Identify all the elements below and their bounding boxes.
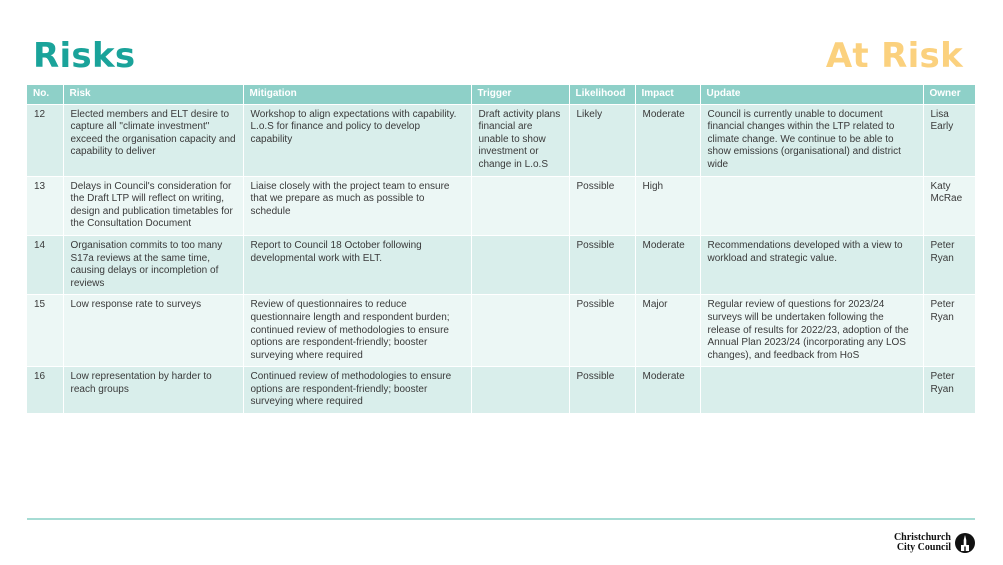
cell-no: 13 <box>27 176 63 235</box>
table-header-row <box>27 85 975 104</box>
cell-owner: Peter Ryan <box>923 295 975 367</box>
page-title: Risks <box>33 36 136 76</box>
cell-update: Regular review of questions for 2023/24 surveys will be undertaken following the release of results for 2022/23, adoption of the Annual Plan 2023/24 (incorporating any LOS changes), and feedback from HoS <box>700 295 923 367</box>
column-header-mitigation: Mitigation <box>243 85 471 104</box>
cell-no: 12 <box>27 104 63 176</box>
table-row <box>27 295 975 367</box>
cell-mitigation: Review of questionnaires to reduce questionnaire length and respondent burden; continued review of methodologies to ensure options are respondent-friendly; booster surveying where required <box>243 295 471 367</box>
cell-update <box>700 367 923 413</box>
cell-risk: Low response rate to surveys <box>63 295 243 367</box>
cell-risk: Organisation commits to too many S17a reviews at the same time, causing delays or incompletion of reviews <box>63 235 243 294</box>
column-header-no: No. <box>27 85 63 104</box>
cell-likelihood: Possible <box>569 295 635 367</box>
column-header-likelihood: Likelihood <box>569 85 635 104</box>
cell-trigger: Draft activity plans financial are unable to show investment or change in L.o.S <box>471 104 569 176</box>
cathedral-icon <box>955 533 975 553</box>
cell-risk: Low representation by harder to reach groups <box>63 367 243 413</box>
cell-likelihood: Possible <box>569 235 635 294</box>
cell-no: 16 <box>27 367 63 413</box>
status-label: At Risk <box>825 36 963 76</box>
column-header-update: Update <box>700 85 923 104</box>
cell-mitigation: Liaise closely with the project team to ensure that we prepare as much as possible to schedule <box>243 176 471 235</box>
cell-impact: High <box>635 176 700 235</box>
cell-owner: Peter Ryan <box>923 235 975 294</box>
cell-trigger <box>471 235 569 294</box>
cell-mitigation: Report to Council 18 October following developmental work with ELT. <box>243 235 471 294</box>
risk-table <box>27 85 976 413</box>
table-row <box>27 367 975 413</box>
cell-mitigation: Continued review of methodologies to ensure options are respondent-friendly; booster surveying where required <box>243 367 471 413</box>
logo-line-2: City Council <box>896 542 951 553</box>
cell-trigger <box>471 367 569 413</box>
table-row <box>27 104 975 176</box>
cell-owner: Katy McRae <box>923 176 975 235</box>
cell-no: 14 <box>27 235 63 294</box>
cell-trigger <box>471 176 569 235</box>
column-header-impact: Impact <box>635 85 700 104</box>
cell-impact: Moderate <box>635 367 700 413</box>
table-row <box>27 176 975 235</box>
table-row <box>27 235 975 294</box>
cell-impact: Major <box>635 295 700 367</box>
cell-trigger <box>471 295 569 367</box>
column-header-owner: Owner <box>923 85 975 104</box>
cell-update: Council is currently unable to document financial changes within the LTP related to climate change. We continue to be able to show emissions (organisational) and district wide <box>700 104 923 176</box>
cell-likelihood: Possible <box>569 176 635 235</box>
cell-likelihood: Possible <box>569 367 635 413</box>
logo-wordmark <box>894 533 951 553</box>
cell-owner: Lisa Early <box>923 104 975 176</box>
cell-likelihood: Likely <box>569 104 635 176</box>
cell-update: Recommendations developed with a view to workload and strategic value. <box>700 235 923 294</box>
cell-risk: Delays in Council's consideration for the Draft LTP will reflect on writing, design and publication timetables for the Consultation Document <box>63 176 243 235</box>
cell-impact: Moderate <box>635 104 700 176</box>
cell-no: 15 <box>27 295 63 367</box>
column-header-trigger: Trigger <box>471 85 569 104</box>
cell-impact: Moderate <box>635 235 700 294</box>
cell-risk: Elected members and ELT desire to capture all "climate investment" exceed the organisation capacity and capability to deliver <box>63 104 243 176</box>
column-header-risk: Risk <box>63 85 243 104</box>
cell-owner: Peter Ryan <box>923 367 975 413</box>
logo-line-1: Christchurch <box>893 532 951 543</box>
cell-update <box>700 176 923 235</box>
cell-mitigation: Workshop to align expectations with capability. L.o.S for finance and policy to develop capability <box>243 104 471 176</box>
footer-divider <box>27 518 975 520</box>
council-logo <box>894 533 975 553</box>
